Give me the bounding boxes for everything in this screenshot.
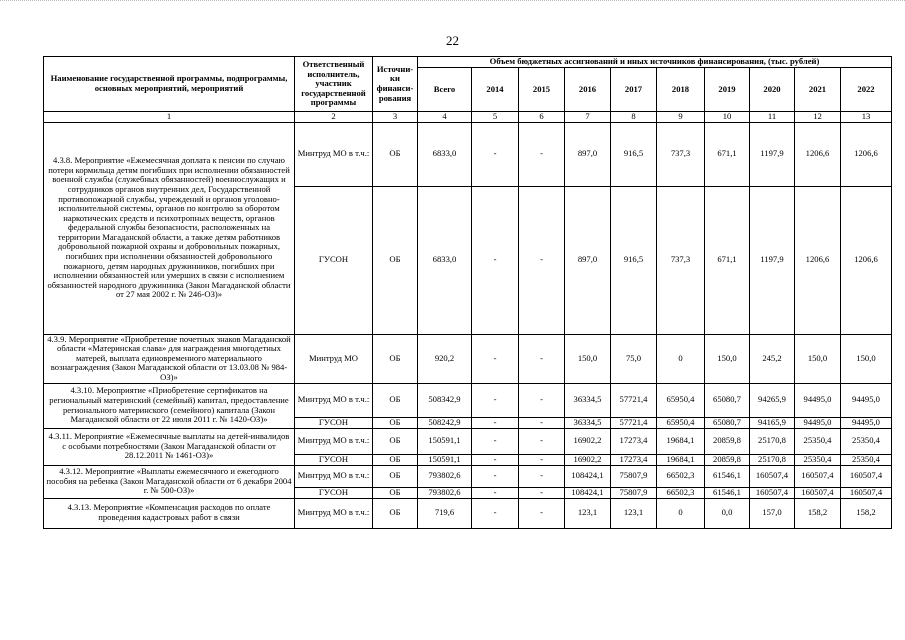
value-cell: 65080,7 — [705, 417, 750, 428]
column-index-cell: 1 — [44, 112, 295, 123]
source-cell: ОБ — [373, 454, 418, 465]
executor-cell: ГУСОН — [295, 417, 373, 428]
value-cell: - — [472, 383, 519, 417]
value-cell: 61546,1 — [705, 465, 750, 487]
value-cell: - — [472, 186, 519, 334]
value-cell: 25170,8 — [750, 428, 795, 454]
value-cell: 1206,6 — [841, 186, 892, 334]
measure-name: 4.3.13. Мероприятие «Компенсация расходов по оплате проведения кадастровых работ в связи — [44, 498, 295, 528]
value-cell: 793802,6 — [418, 465, 472, 487]
value-cell: 737,3 — [657, 122, 705, 186]
value-cell: 65950,4 — [657, 417, 705, 428]
value-cell: 6833,0 — [418, 122, 472, 186]
budget-table — [43, 56, 892, 529]
value-cell: 897,0 — [565, 186, 611, 334]
value-cell: 719,6 — [418, 498, 472, 528]
value-cell: 158,2 — [795, 498, 841, 528]
value-cell: 25350,4 — [795, 428, 841, 454]
value-cell: 157,0 — [750, 498, 795, 528]
value-cell: 75,0 — [611, 334, 657, 383]
value-cell: 19684,1 — [657, 454, 705, 465]
value-cell: 75807,9 — [611, 465, 657, 487]
value-cell: 0,0 — [705, 498, 750, 528]
value-cell: 160507,4 — [841, 465, 892, 487]
source-cell: ОБ — [373, 417, 418, 428]
value-cell: 737,3 — [657, 186, 705, 334]
value-cell: 57721,4 — [611, 417, 657, 428]
executor-cell: Минтруд МО — [295, 334, 373, 383]
value-cell: - — [472, 487, 519, 498]
value-cell: 920,2 — [418, 334, 472, 383]
value-cell: 160507,4 — [750, 487, 795, 498]
value-cell: 1197,9 — [750, 122, 795, 186]
executor-cell: ГУСОН — [295, 454, 373, 465]
top-scan-edge — [0, 0, 905, 5]
source-cell: ОБ — [373, 383, 418, 417]
value-cell: 0 — [657, 334, 705, 383]
value-cell: 671,1 — [705, 186, 750, 334]
column-index-cell: 6 — [519, 112, 565, 123]
value-cell: 160507,4 — [841, 487, 892, 498]
column-index-cell: 7 — [565, 112, 611, 123]
value-cell: 897,0 — [565, 122, 611, 186]
executor-cell: ГУСОН — [295, 186, 373, 334]
column-index-cell: 4 — [418, 112, 472, 123]
source-cell: ОБ — [373, 498, 418, 528]
column-index-cell: 3 — [373, 112, 418, 123]
value-cell: - — [519, 334, 565, 383]
value-cell: 94495,0 — [841, 417, 892, 428]
column-index-cell: 12 — [795, 112, 841, 123]
header-year-2016: 2016 — [565, 68, 611, 112]
measure-name: 4.3.10. Мероприятие «Приобретение сертификатов на региональный материнский (семейный) капитал, предоставление регионального материнского (семейного) капитала (Закон Магаданской области от 22 июля 2011 г. № 1420-ОЗ)» — [44, 383, 295, 428]
value-cell: 108424,1 — [565, 487, 611, 498]
value-cell: 160507,4 — [750, 465, 795, 487]
header-year-2017: 2017 — [611, 68, 657, 112]
header-year-2015: 2015 — [519, 68, 565, 112]
value-cell: - — [519, 186, 565, 334]
value-cell: - — [519, 417, 565, 428]
value-cell: 158,2 — [841, 498, 892, 528]
value-cell: 150591,1 — [418, 428, 472, 454]
value-cell: 61546,1 — [705, 487, 750, 498]
source-cell: ОБ — [373, 334, 418, 383]
value-cell: 671,1 — [705, 122, 750, 186]
value-cell: 16902,2 — [565, 428, 611, 454]
executor-cell: Минтруд МО в т.ч.: — [295, 465, 373, 487]
value-cell: 916,5 — [611, 122, 657, 186]
value-cell: 94495,0 — [841, 383, 892, 417]
value-cell: - — [472, 498, 519, 528]
value-cell: - — [519, 487, 565, 498]
table-header — [44, 57, 892, 123]
table-row — [44, 498, 892, 528]
source-cell: ОБ — [373, 487, 418, 498]
header-source: Источни-ки финанси-рования — [373, 57, 418, 112]
header-year-2014: 2014 — [472, 68, 519, 112]
value-cell: - — [519, 383, 565, 417]
executor-cell: ГУСОН — [295, 487, 373, 498]
value-cell: 0 — [657, 498, 705, 528]
column-index-row — [44, 112, 892, 123]
value-cell: 123,1 — [565, 498, 611, 528]
column-index-cell: 9 — [657, 112, 705, 123]
value-cell: 508242,9 — [418, 417, 472, 428]
value-cell: 36334,5 — [565, 417, 611, 428]
value-cell: 25350,4 — [795, 454, 841, 465]
source-cell: ОБ — [373, 122, 418, 186]
value-cell: 508342,9 — [418, 383, 472, 417]
value-cell: 245,2 — [750, 334, 795, 383]
value-cell: 94495,0 — [795, 417, 841, 428]
value-cell: 20859,8 — [705, 428, 750, 454]
value-cell: 57721,4 — [611, 383, 657, 417]
value-cell: 25350,4 — [841, 454, 892, 465]
header-executor: Ответственный исполнитель, участник государственной программы — [295, 57, 373, 112]
value-cell: 94265,9 — [750, 383, 795, 417]
header-year-total: Всего — [418, 68, 472, 112]
measure-name: 4.3.8. Мероприятие «Ежемесячная доплата к пенсии по случаю потери кормильца детям погибших при исполнении обязанностей военной службы (служебных обязанностей) военнослужащих и сотрудников органов внутренних дел, Государственной противопожарной службы, учреждений и органов уголовно-исполнительной системы, органов по контролю за оборотом наркотических средств и психотропных веществ, органов федеральной службы безопасности, расположенных на территории Магаданской области, а также детям работников добровольной пожарной охраны и добровольных пожарных, погибших при исполнении обязанностей добровольного пожарного, детям народных дружинников, погибших при исполнении обязанностей или умерших в связи с исполнением обязанностей народного дружинника (Закон Магаданской области от 27 мая 2002 г. № 246-ОЗ)» — [44, 122, 295, 334]
value-cell: 17273,4 — [611, 454, 657, 465]
header-year-2018: 2018 — [657, 68, 705, 112]
value-cell: 65080,7 — [705, 383, 750, 417]
value-cell: 94165,9 — [750, 417, 795, 428]
value-cell: - — [519, 428, 565, 454]
table-row — [44, 122, 892, 186]
value-cell: 123,1 — [611, 498, 657, 528]
value-cell: 150,0 — [795, 334, 841, 383]
value-cell: 20859,8 — [705, 454, 750, 465]
value-cell: 16902,2 — [565, 454, 611, 465]
header-volume: Объем бюджетных ассигнований и иных источников финансирования, (тыс. рублей) — [418, 57, 892, 68]
value-cell: 17273,4 — [611, 428, 657, 454]
value-cell: 160507,4 — [795, 487, 841, 498]
column-index-cell: 5 — [472, 112, 519, 123]
executor-cell: Минтруд МО в т.ч.: — [295, 428, 373, 454]
value-cell: - — [472, 122, 519, 186]
table-body — [44, 122, 892, 528]
table-row — [44, 334, 892, 383]
value-cell: 66502,3 — [657, 465, 705, 487]
value-cell: - — [519, 465, 565, 487]
measure-name: 4.3.9. Мероприятие «Приобретение почетных знаков Магаданской области «Материнская слава» для награждения многодетных матерей, выплата единовременного материального вознаграждения (Закон Магаданской области от 13.03.08 № 984-ОЗ)» — [44, 334, 295, 383]
value-cell: 19684,1 — [657, 428, 705, 454]
executor-cell: Минтруд МО в т.ч.: — [295, 122, 373, 186]
column-index-cell: 10 — [705, 112, 750, 123]
source-cell: ОБ — [373, 186, 418, 334]
value-cell: - — [472, 454, 519, 465]
column-index-cell: 11 — [750, 112, 795, 123]
executor-cell: Минтруд МО в т.ч.: — [295, 498, 373, 528]
value-cell: 75807,9 — [611, 487, 657, 498]
source-cell: ОБ — [373, 465, 418, 487]
value-cell: 150591,1 — [418, 454, 472, 465]
source-cell: ОБ — [373, 428, 418, 454]
value-cell: 150,0 — [565, 334, 611, 383]
header-name: Наименование государственной программы, подпрограммы, основных мероприятий, мероприятий — [44, 57, 295, 112]
value-cell: 150,0 — [841, 334, 892, 383]
value-cell: - — [472, 417, 519, 428]
value-cell: 25350,4 — [841, 428, 892, 454]
value-cell: 94495,0 — [795, 383, 841, 417]
value-cell: - — [472, 428, 519, 454]
table-row — [44, 383, 892, 417]
measure-name: 4.3.11. Мероприятие «Ежемесячные выплаты на детей-инвалидов с особыми потребностями (Закон Магаданской области от 28.12.2011 № 1461-ОЗ)» — [44, 428, 295, 465]
header-year-2019: 2019 — [705, 68, 750, 112]
value-cell: 66502,3 — [657, 487, 705, 498]
value-cell: 1197,9 — [750, 186, 795, 334]
column-index-cell: 8 — [611, 112, 657, 123]
value-cell: - — [472, 334, 519, 383]
table-row — [44, 465, 892, 487]
column-index-cell: 13 — [841, 112, 892, 123]
header-year-2021: 2021 — [795, 68, 841, 112]
page-number: 22 — [446, 33, 459, 48]
value-cell: 916,5 — [611, 186, 657, 334]
value-cell: - — [519, 122, 565, 186]
value-cell: 1206,6 — [795, 186, 841, 334]
value-cell: - — [472, 465, 519, 487]
value-cell: 793802,6 — [418, 487, 472, 498]
value-cell: 150,0 — [705, 334, 750, 383]
value-cell: 25170,8 — [750, 454, 795, 465]
value-cell: 6833,0 — [418, 186, 472, 334]
column-index-cell: 2 — [295, 112, 373, 123]
value-cell: 65950,4 — [657, 383, 705, 417]
table-row — [44, 428, 892, 454]
measure-name: 4.3.12. Мероприятие «Выплаты ежемесячного и ежегодного пособия на ребенка (Закон Магаданской области от 6 декабря 2004 г. № 500-ОЗ)» — [44, 465, 295, 498]
value-cell: - — [519, 498, 565, 528]
value-cell: 160507,4 — [795, 465, 841, 487]
value-cell: 108424,1 — [565, 465, 611, 487]
value-cell: 36334,5 — [565, 383, 611, 417]
value-cell: - — [519, 454, 565, 465]
executor-cell: Минтруд МО в т.ч.: — [295, 383, 373, 417]
header-year-2022: 2022 — [841, 68, 892, 112]
value-cell: 1206,6 — [795, 122, 841, 186]
header-year-2020: 2020 — [750, 68, 795, 112]
value-cell: 1206,6 — [841, 122, 892, 186]
